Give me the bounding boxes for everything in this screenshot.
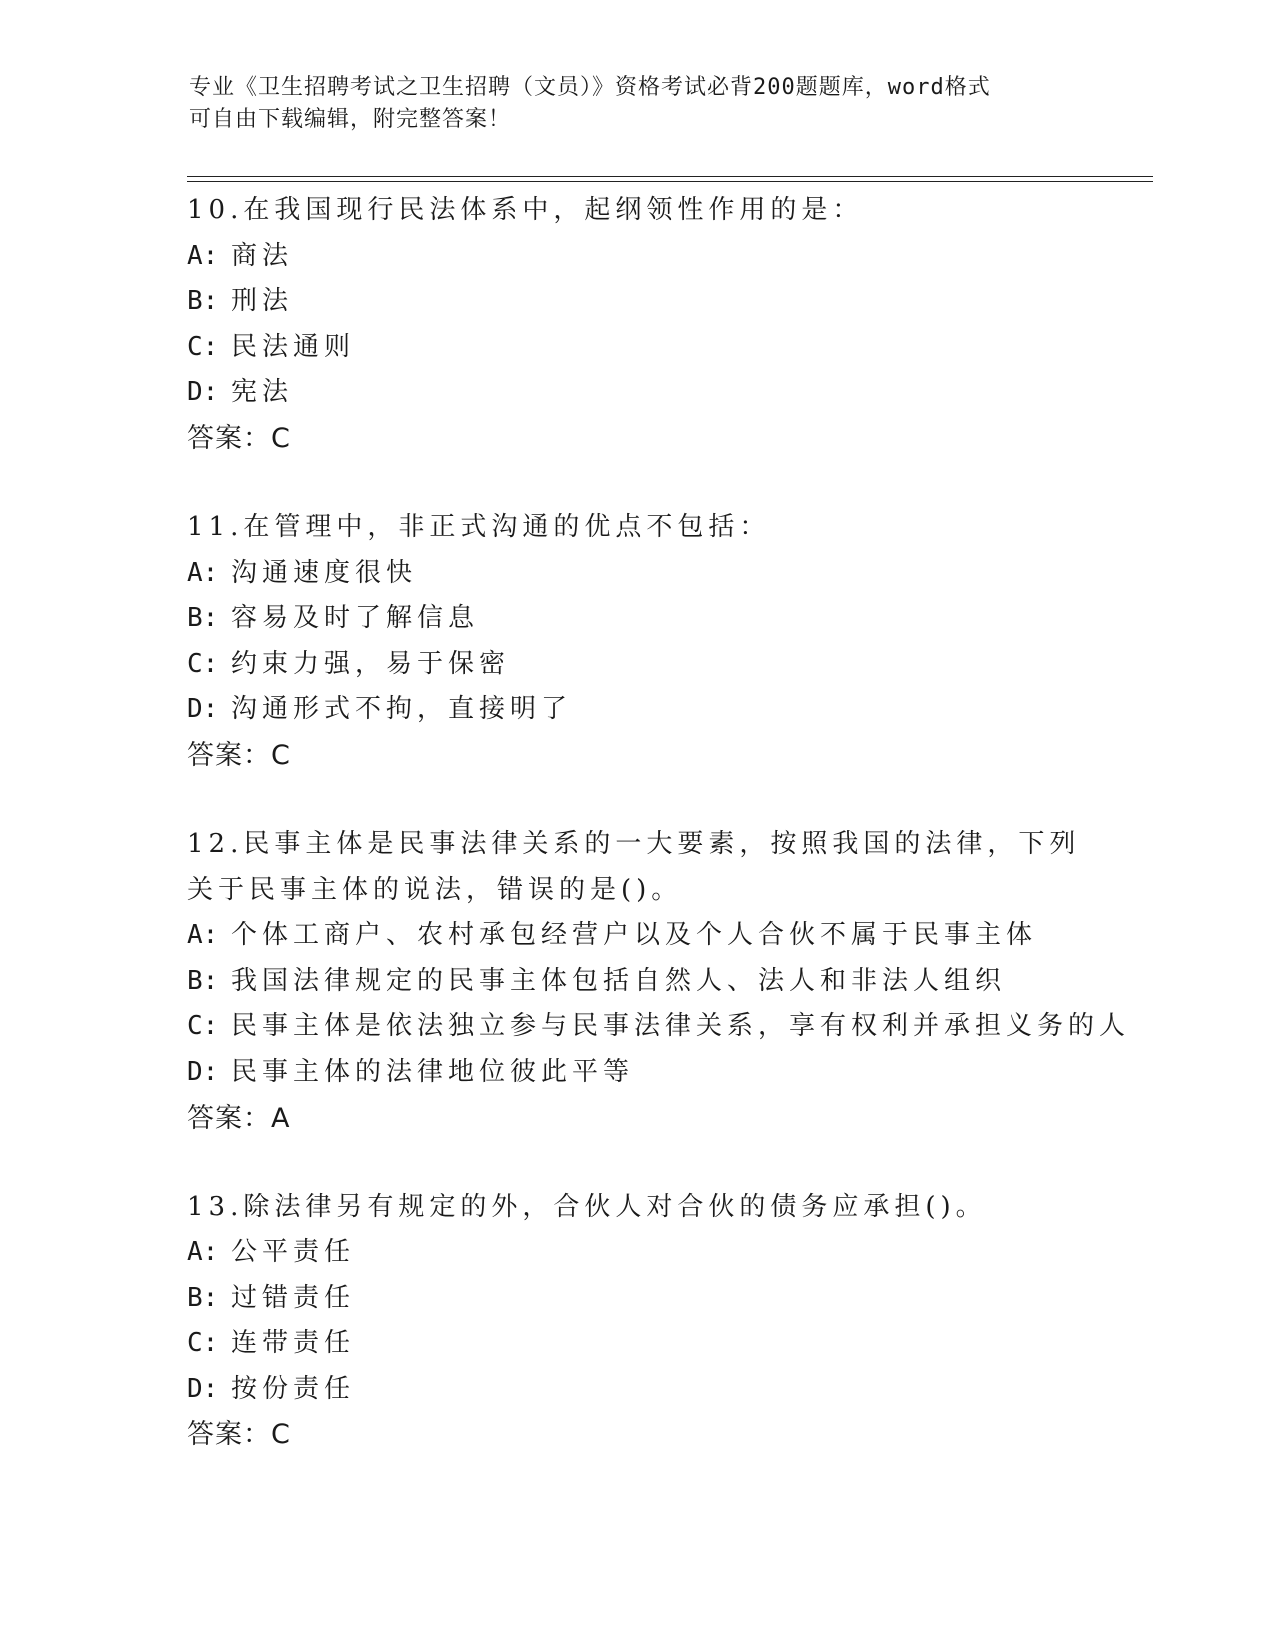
option-c [187, 642, 1087, 688]
option-letter: B: [187, 1282, 219, 1313]
option-text: 个体工商户、农村承包经营户以及个人合伙不属于民事主体 [231, 920, 1038, 951]
question-item [187, 1185, 1087, 1459]
question-stem: 11.在管理中，非正式沟通的优点不包括： [187, 511, 771, 542]
option-text: 容易及时了解信息 [231, 603, 480, 634]
question-item [187, 188, 1087, 462]
option-c [187, 1004, 1131, 1050]
option-letter: C: [187, 1328, 219, 1359]
option-d [187, 1050, 1087, 1096]
option-b [187, 959, 1087, 1005]
option-letter: D: [187, 1056, 219, 1087]
option-c [187, 1321, 1087, 1367]
answer-line: 答案：C [187, 1419, 291, 1451]
question-item [187, 505, 1087, 779]
option-text: 公平责任 [231, 1237, 356, 1268]
option-a [187, 1230, 1087, 1276]
header-subtitle-line: 可自由下载编辑，附完整答案！ [189, 107, 512, 132]
option-text: 商法 [231, 240, 294, 271]
option-text: 民法通则 [231, 331, 356, 362]
option-letter: A: [187, 557, 219, 588]
option-text: 我国法律规定的民事主体包括自然人、法人和非法人组织 [231, 965, 1007, 996]
document-header [189, 72, 1069, 136]
option-b [187, 279, 1087, 325]
option-d [187, 370, 1087, 416]
option-letter: D: [187, 1373, 219, 1404]
option-d [187, 1367, 1087, 1413]
option-text: 沟通形式不拘，直接明了 [231, 694, 573, 725]
question-stem: 10.在我国现行民法体系中，起纲领性作用的是： [187, 195, 864, 225]
header-title-line: 专业《卫生招聘考试之卫生招聘（文员）》资格考试必背200题题库，word格式 [189, 75, 991, 100]
answer-line: 答案：C [187, 422, 291, 454]
option-text: 民事主体的法律地位彼此平等 [231, 1056, 635, 1087]
answer-line: 答案：C [187, 739, 291, 771]
option-letter: D: [187, 694, 219, 725]
header-divider-bottom [187, 181, 1153, 182]
option-letter: C: [187, 648, 219, 679]
option-a [187, 234, 1087, 280]
question-stem: 12.民事主体是民事法律关系的一大要素，按照我国的法律，下列关于民事主体的说法，错误的是()。 [187, 828, 1081, 905]
option-letter: B: [187, 286, 219, 317]
option-letter: B: [187, 603, 219, 634]
option-text: 过错责任 [231, 1282, 356, 1313]
option-a [187, 913, 1087, 959]
option-text: 刑法 [231, 286, 294, 317]
option-letter: C: [187, 331, 219, 362]
question-list [187, 188, 1131, 1501]
option-text: 按份责任 [231, 1373, 356, 1404]
option-d [187, 687, 1087, 733]
option-letter: A: [187, 240, 219, 271]
option-b [187, 596, 1087, 642]
header-divider-top [187, 176, 1153, 177]
option-letter: D: [187, 377, 219, 408]
option-text: 宪法 [231, 377, 294, 408]
question-item [187, 822, 1131, 1142]
option-letter: C: [187, 1011, 219, 1042]
option-letter: A: [187, 920, 219, 951]
option-letter: B: [187, 965, 219, 996]
option-a [187, 551, 1087, 597]
option-text: 约束力强，易于保密 [231, 648, 511, 679]
option-c [187, 325, 1087, 371]
question-stem: 13.除法律另有规定的外，合伙人对合伙的债务应承担()。 [187, 1191, 987, 1222]
option-text: 民事主体是依法独立参与民事法律关系，享有权利并承担义务的人 [231, 1011, 1131, 1042]
option-text: 连带责任 [231, 1328, 356, 1359]
option-b [187, 1276, 1087, 1322]
answer-line: 答案：A [187, 1102, 291, 1134]
option-letter: A: [187, 1237, 219, 1268]
option-text: 沟通速度很快 [231, 557, 418, 588]
